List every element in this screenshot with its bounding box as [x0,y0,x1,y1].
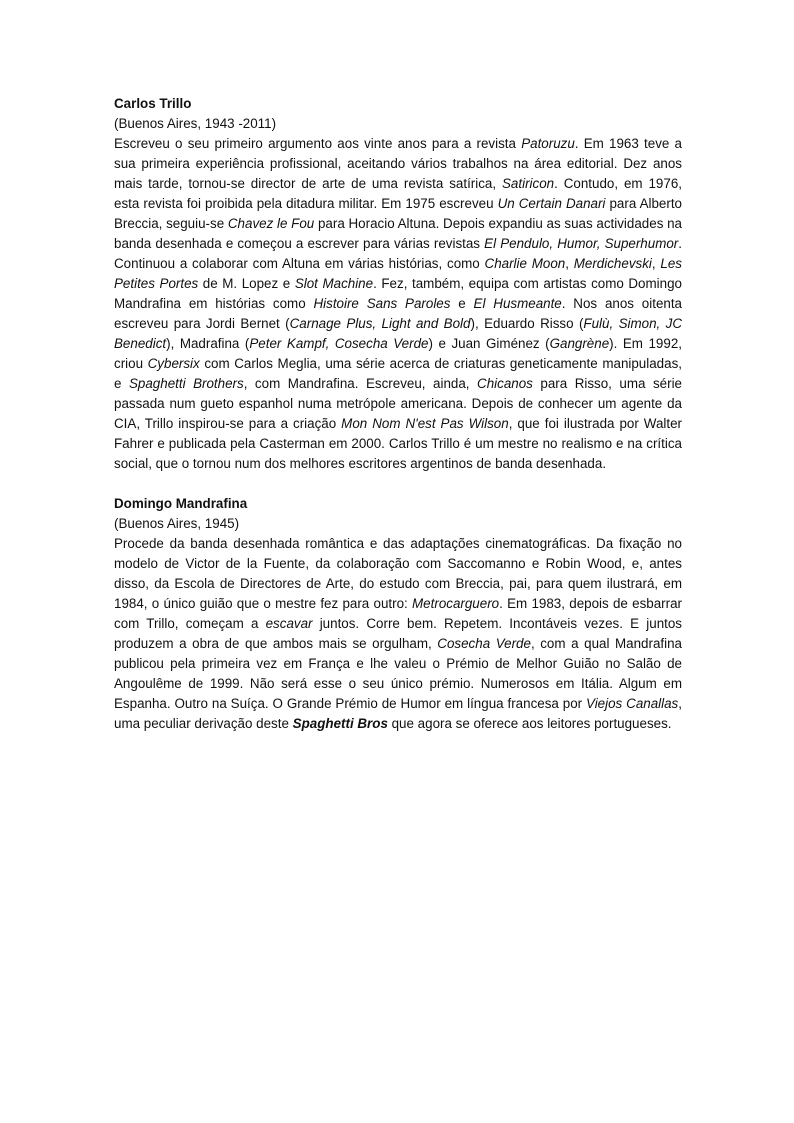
text-segment: Peter Kampf, Cosecha Verde [249,336,429,351]
text-segment: Spaghetti Bros [292,716,388,731]
text-segment: Cosecha Verde [437,636,531,651]
text-segment: . Nos anos oitenta escreveu para Jordi Bernet ( [114,296,683,331]
text-segment: de M. Lopez e [198,276,295,291]
bio-origin: (Buenos Aires, 1945) [114,516,240,531]
bio-paragraph [114,534,682,734]
text-segment: Chavez le Fou [227,216,315,231]
text-segment: Merdichevski [573,256,652,271]
text-segment: Spaghetti Brothers [128,376,244,391]
text-segment: . Fez, também, equipa com artistas como Domingo Mandrafina em histórias como [114,276,682,311]
text-segment: com Carlos Meglia, uma série acerca de criaturas geneticamente manipuladas, e [114,356,682,391]
bio-paragraph [114,134,682,474]
text-segment: Chicanos [477,376,533,391]
text-segment: Histoire Sans Paroles [313,296,451,311]
text-segment: ), Eduardo Risso ( [470,316,584,331]
text-segment: , com a qual Mandrafina publicou pela primeira vez em França e lhe valeu o Prémio de Melhor Guião no Salão de Angoulême de 1999. Não será esse o seu único prémio. Numerosos em Itália. Algum em Espanha. Outro na Suíça. O Grande Prémio de Humor em língua francesa por [114,636,682,711]
bio-carlos-trillo [114,94,682,474]
text-segment: Escreveu o seu primeiro argumento aos vinte anos para a revista [114,136,522,151]
text-segment: juntos. Corre bem. Repetem. Incontáveis vezes. E juntos produzem a obra de que ambos mais se orgulham, [114,616,682,651]
text-segment: Les Petites Portes [114,256,682,291]
text-segment: , [565,256,574,271]
text-segment: ) e Juan Giménez ( [428,336,550,351]
text-segment: para Horacio Altuna. Depois expandiu as suas actividades na banda desenhada e começou a escrever para várias revistas [114,216,683,251]
bio-domingo-mandrafina [114,494,682,734]
text-segment: Gangrène [549,336,610,351]
text-segment: Cybersix [147,356,200,371]
text-segment: Charlie Moon [484,256,566,271]
text-segment: Slot Machine [294,276,374,291]
text-segment: e [450,296,474,311]
text-segment: Un Certain Danari [497,196,606,211]
text-segment: , [651,256,661,271]
text-segment: para Risso, uma série passada num gueto espanhol numa metrópole americana. Depois de conhecer um agente da CIA, Trillo inspirou-se para a criação [114,376,682,431]
text-segment: El Husmeante [473,296,562,311]
text-segment: Metrocarguero [412,596,500,611]
text-segment: Procede da banda desenhada romântica e das adaptações cinematográficas. Da fixação no modelo de Victor de la Fuente, da colaboração com Saccomanno e Robin Wood, e, antes disso, da Escola de Directores de Arte, do estudo com Breccia, pai, para quem ilustrará, em 1984, o único guião que o mestre fez para outro: [114,536,682,611]
text-segment: ). Em 1992, criou [114,336,682,371]
text-segment: para Alberto Breccia, seguiu-se [114,196,682,231]
document-page [114,94,682,734]
text-segment: . Continuou a colaborar com Altuna em várias histórias, como [114,236,682,271]
text-segment: , com Mandrafina. Escreveu, ainda, [243,376,478,391]
text-segment: ), Madrafina ( [166,336,250,351]
bio-name: Domingo Mandrafina [114,496,248,511]
text-segment: escavar [265,616,313,631]
text-segment: Fulù, Simon, JC Benedict [114,316,683,351]
bio-name: Carlos Trillo [114,96,192,111]
text-segment: Viejos Canallas [586,696,679,711]
text-segment: . Em 1963 teve a sua primeira experiência profissional, aceitando vários trabalhos na área editorial. Dez anos mais tarde, tornou-se director de arte de uma revista satírica, [114,136,683,191]
text-segment: Patoruzu [521,136,575,151]
text-segment: , uma peculiar derivação deste [114,696,682,731]
text-segment: Satiricon [502,176,555,191]
bio-origin: (Buenos Aires, 1943 -2011) [114,116,277,131]
text-segment: Carnage Plus, Light and Bold [289,316,471,331]
text-segment: . Em 1983, depois de esbarrar com Trillo, começam a [114,596,682,631]
text-segment: , que foi ilustrada por Walter Fahrer e publicada pela Casterman em 2000. Carlos Trillo é um mestre no realismo e na crítica social, que o tornou num dos melhores escritores argentinos de banda desenhada. [114,416,683,471]
text-segment: que agora se oferece aos leitores portugueses. [387,716,672,731]
text-segment: . Contudo, em 1976, esta revista foi proibida pela ditadura militar. Em 1975 escreveu [114,176,682,211]
text-segment: Mon Nom N'est Pas Wilson [341,416,509,431]
text-segment: El Pendulo, Humor, Superhumor [484,236,679,251]
